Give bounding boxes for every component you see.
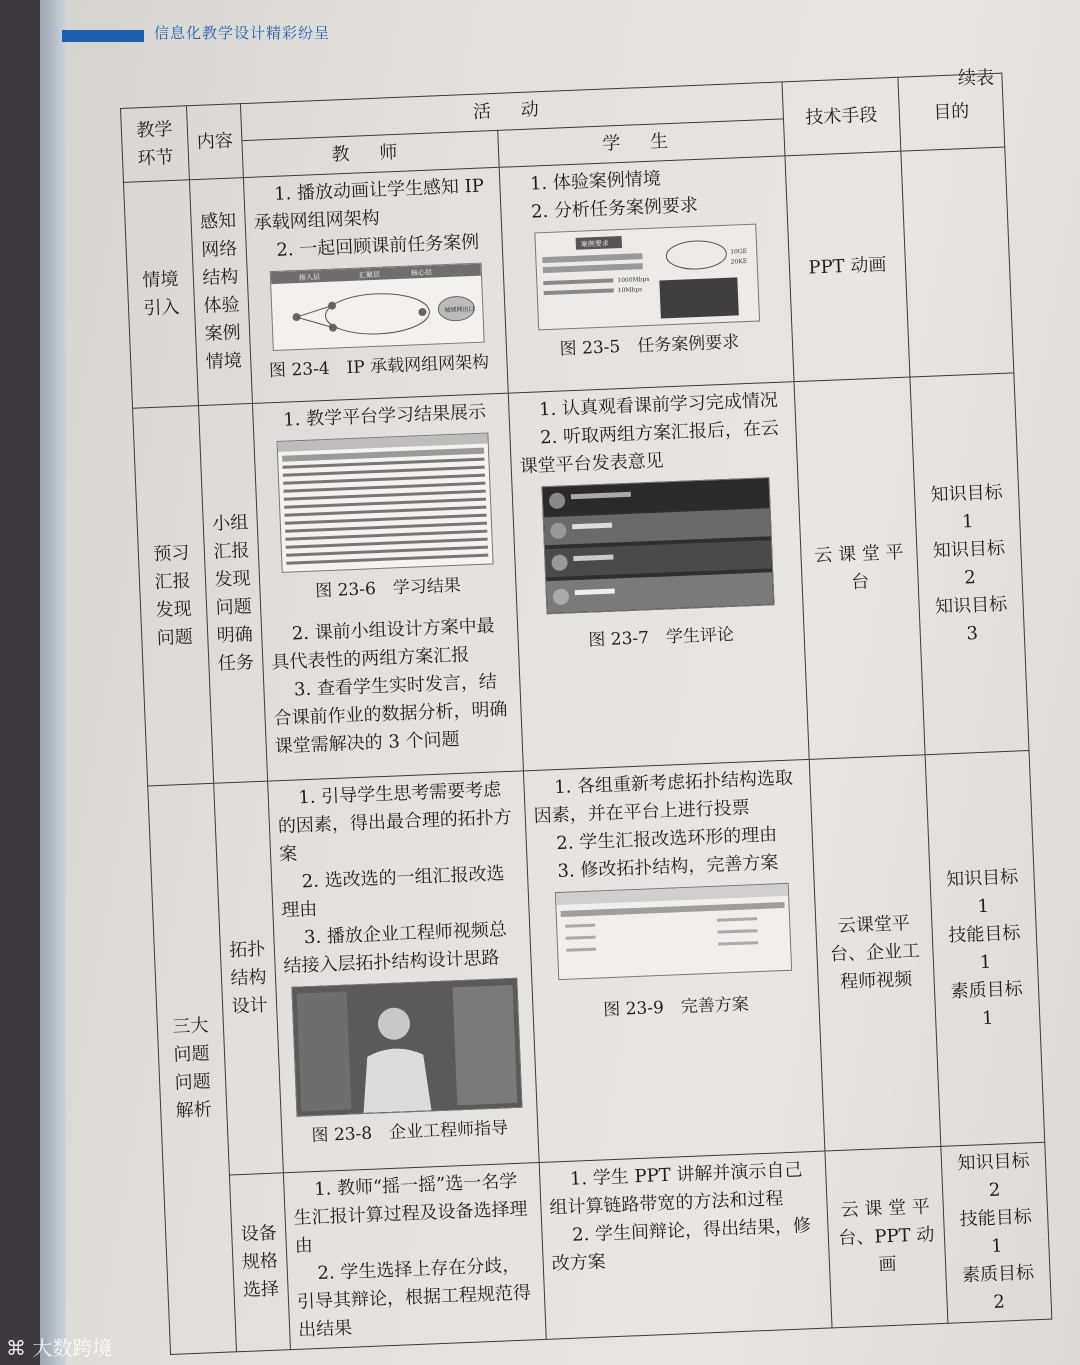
row1-stage: 情境引入 — [123, 180, 198, 408]
ipnet-label-3: 城域网出口 — [443, 305, 475, 315]
row2-teacher-step1: 1. 教学平台学习结果展示 — [282, 401, 487, 431]
header-teacher-label: 教 师 — [331, 141, 410, 166]
header-stage: 教学环节 — [121, 106, 190, 183]
row1-teacher — [243, 167, 508, 403]
running-header: 信息化教学设计精彩纷呈 — [154, 24, 331, 42]
continued-label: 续表 — [958, 68, 994, 89]
fig-23-9-caption: 图 23-9 完善方案 — [602, 994, 750, 1021]
row3-tech: 云课堂平台、企业工程师视频 — [809, 755, 941, 1151]
row2-goals — [910, 373, 1029, 755]
ipnet-label-1: 汇聚层 — [358, 270, 380, 280]
row4-student-step2: 2. 学生间辩论，得出结果，修改方案 — [551, 1215, 812, 1275]
row2-goal-1: 知识目标 1 — [930, 481, 1004, 533]
row1-teacher-step2: 2. 一起回顾课前任务案例 — [276, 231, 480, 261]
fig-engineer-video — [291, 978, 522, 1117]
row2-student-step1: 1. 认真观看课前学习完成情况 — [538, 389, 779, 421]
task-label-2: 20KE — [730, 257, 747, 266]
row3-teacher — [268, 771, 540, 1173]
row2-goal-2: 知识目标 2 — [932, 537, 1006, 588]
fig-23-7-caption: 图 23-7 学生评论 — [588, 624, 735, 651]
row3-student-step3: 3. 修改拓扑结构，完善方案 — [557, 852, 779, 883]
row2-teacher-step2: 2. 课前小组设计方案中最具代表性的两组方案汇报 — [270, 615, 496, 674]
task-label-4: 10Mbps — [617, 286, 642, 295]
row1-student-step2: 2. 分析任务案例要求 — [530, 194, 699, 223]
header-content: 内容 — [186, 104, 243, 180]
ipnet-label-0: 接入层 — [298, 273, 320, 282]
task-requirements-diagram — [535, 225, 759, 330]
header-accent-bar — [62, 30, 144, 42]
ipnet-label-2: 核心层 — [410, 268, 432, 278]
fig-student-comments — [541, 477, 774, 614]
fig-task-requirements — [534, 224, 760, 331]
row2-student-step2: 2. 听取两组方案汇报后，在云课堂平台发表意见 — [519, 417, 780, 478]
row3-teacher-step3: 3. 播放企业工程师视频总结接入层拓扑结构设计思路 — [283, 919, 508, 978]
row2-teacher — [252, 393, 523, 781]
row1-student — [499, 156, 794, 393]
row3-student — [523, 759, 825, 1162]
engineer-video-still — [292, 979, 521, 1116]
fig-improved-plan — [554, 883, 791, 980]
header-activity-label: 活 动 — [472, 98, 552, 123]
header-goal: 目的 — [898, 73, 1005, 151]
row4-goal-3: 素质目标 2 — [961, 1262, 1035, 1313]
row4-tech: 云 课 堂 平 台、PPT 动画 — [825, 1146, 948, 1328]
fig-23-8-caption: 图 23-8 企业工程师指导 — [311, 1118, 509, 1147]
row4-content: 设备规格选择 — [229, 1173, 290, 1352]
watermark-logo-icon: ⌘ — [6, 1336, 26, 1360]
row2-tech: 云 课 堂 平台 — [794, 377, 925, 759]
row3-goal-1: 知识目标 1 — [945, 866, 1019, 917]
fig-23-6-caption: 图 23-6 学习结果 — [314, 575, 462, 602]
watermark-text: 大数跨境 — [32, 1336, 113, 1360]
row3-student-step2: 2. 学生汇报改选环形的理由 — [556, 824, 778, 855]
row2-content: 小组汇报发现问题明确任务 — [199, 403, 268, 783]
row1-teacher-step1: 1. 播放动画让学生感知 IP 承载网组网架构 — [253, 175, 485, 234]
row4-goals — [941, 1142, 1052, 1323]
fig-ip-network — [269, 263, 484, 351]
row3-goal-3: 素质目标 1 — [950, 977, 1023, 1029]
row4-student-step1: 1. 学生 PPT 讲解并演示自己组计算链路带宽的方法和过程 — [549, 1159, 803, 1219]
fig-23-5-caption: 图 23-5 任务案例要求 — [559, 332, 740, 360]
header-student-label: 学 生 — [602, 130, 681, 155]
row4-student — [539, 1151, 832, 1339]
row2-student — [508, 382, 809, 771]
row4-goal-1: 知识目标 2 — [957, 1150, 1030, 1201]
row1-tech: PPT 动画 — [785, 151, 910, 381]
row3-goal-2: 技能目标 1 — [947, 922, 1021, 973]
row1-goal — [901, 147, 1014, 377]
improved-plan-screenshot — [555, 884, 790, 979]
task-label-0: 案例要求 — [580, 239, 609, 249]
row4-goal-2: 技能目标 1 — [959, 1206, 1033, 1257]
learning-results-table-image — [277, 434, 492, 572]
row3-goals — [925, 751, 1045, 1147]
row1-content: 感知网络结构体验案例情境 — [189, 178, 252, 406]
student-comments-screenshot — [542, 478, 773, 613]
row2-teacher-step3: 3. 查看学生实时发言，结合课前作业的数据分析，明确课堂需解决的 3 个问题 — [273, 671, 508, 758]
teaching-design-table — [120, 73, 1052, 1355]
row4-teacher-step2: 2. 学生选择上存在分歧，引导其辩论，根据工程规范得出结果 — [296, 1254, 532, 1341]
header-tech: 技术手段 — [782, 77, 901, 156]
row3-stage: 三大问题问题解析 — [148, 783, 237, 1354]
book-spine — [40, 0, 66, 1365]
row3-content: 拓扑结构设计 — [214, 781, 284, 1175]
row1-student-step1: 1. 体验案例情境 — [529, 168, 662, 195]
row2-stage: 预习汇报发现问题 — [133, 406, 214, 786]
fig-23-4-caption: 图 23-4 IP 承载网组网架构 — [268, 352, 490, 382]
row3-student-step1: 1. 各组重新考虑拓扑结构选取因素，并在平台上进行投票 — [533, 767, 794, 827]
task-label-3: 1000Mbps — [616, 275, 650, 285]
row2-goal-3: 知识目标 3 — [934, 593, 1008, 644]
task-label-1: 10GE — [729, 247, 747, 256]
ip-network-diagram — [270, 264, 483, 350]
row3-teacher-step2: 2. 选改选的一组汇报改选理由 — [280, 863, 505, 922]
row4-teacher — [283, 1163, 546, 1350]
row3-teacher-step1: 1. 引导学生思考需要考虑的因素，得出最合理的拓扑方案 — [277, 779, 513, 866]
row4-teacher-step1: 1. 教师“摇一摇”选一名学生汇报计算过程及设备选择理由 — [293, 1170, 528, 1257]
fig-learning-results — [276, 433, 493, 573]
watermark — [6, 1332, 112, 1361]
